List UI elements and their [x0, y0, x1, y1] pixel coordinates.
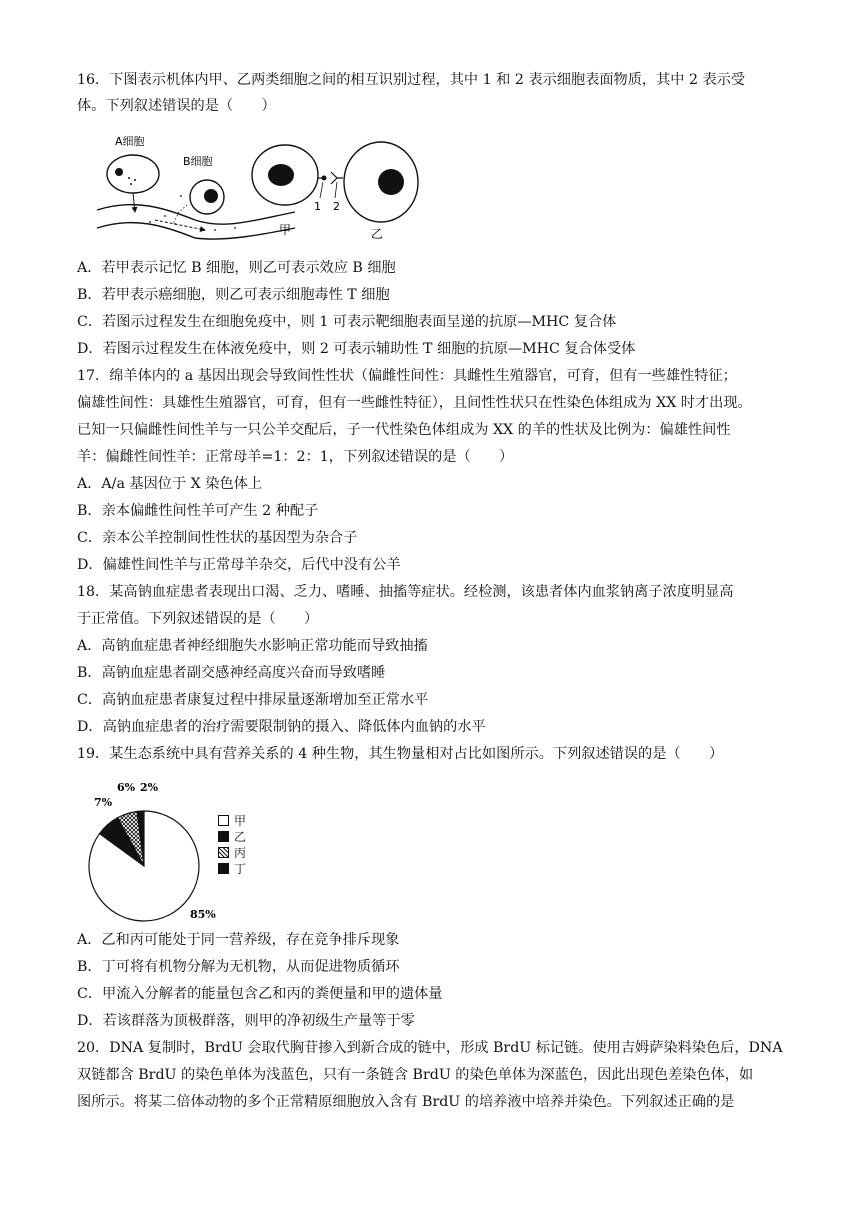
q16-option-c: C．若图示过程发生在细胞免疫中，则 1 可表示靶细胞表面呈递的抗原—MHC 复合体 — [77, 314, 617, 330]
legend-swatch-ding — [218, 863, 229, 874]
a-cell — [107, 155, 159, 193]
legend-label-jia: 甲 — [234, 814, 247, 828]
fig-label-jia: 甲 — [279, 223, 292, 237]
a-cell-nucleus — [115, 168, 123, 176]
cell-yi-nucleus — [378, 169, 404, 195]
fig-label-yi: 乙 — [371, 227, 384, 241]
q17-option-b: B．亲本偏雌性间性羊可产生 2 种配子 — [77, 503, 319, 519]
legend-swatch-jia — [218, 815, 229, 826]
q19-pie-chart — [80, 776, 220, 926]
q19-option-d: D．若该群落为顶极群落，则甲的净初级生产量等于零 — [77, 1013, 415, 1029]
q17-stem-line4: 羊：偏雌性间性羊：正常母羊=1：2：1，下列叙述错误的是（ ） — [77, 449, 514, 465]
q16-option-b: B．若甲表示癌细胞，则乙可表示细胞毒性 T 细胞 — [77, 287, 390, 303]
q16-stem-line2: 体。下列叙述错误的是（ ） — [77, 98, 276, 114]
q16-option-a: A．若甲表示记忆 B 细胞，则乙可表示效应 B 细胞 — [77, 260, 396, 276]
fig-label-b-cell: B细胞 — [183, 155, 213, 168]
blood-vessel-top — [97, 205, 295, 225]
q17-option-c: C．亲本公羊控制间性性状的基因型为杂合子 — [77, 530, 358, 546]
pie-label-ding: 2% — [140, 781, 159, 794]
fig-label-a-cell: A细胞 — [115, 135, 145, 148]
b-cell-nucleus — [204, 189, 218, 203]
legend-item-yi — [218, 829, 246, 845]
legend-label-ding: 丁 — [234, 862, 247, 876]
pie-label-jia: 85% — [190, 908, 216, 921]
q19-stem-line1: 19．某生态系统中具有营养关系的 4 种生物，其生物量相对占比如图所示。下列叙述错误的是（ ） — [77, 746, 724, 762]
legend-item-jia — [218, 813, 246, 829]
q17-stem-line3: 已知一只偏雌性间性羊与一只公羊交配后，子一代性染色体组成为 XX 的羊的性状及比例为：偏雄性间性 — [77, 422, 731, 438]
q17-option-d: D．偏雄性间性羊与正常母羊杂交，后代中没有公羊 — [77, 557, 401, 573]
q20-stem-line2: 双链都含 BrdU 的染色单体为浅蓝色，只有一条链含 BrdU 的染色单体为深蓝色，因此出现色差染色体，如 — [77, 1067, 754, 1083]
legend-label-yi: 乙 — [234, 830, 247, 844]
fig-label-1: 1 — [314, 200, 321, 213]
legend-swatch-yi — [218, 831, 229, 842]
q17-stem-line1: 17．绵羊体内的 a 基因出现会导致间性性状（偏雌性间性：具雌性生殖器官，可育，但有一些雄性特征； — [77, 368, 737, 384]
q18-option-b: B．高钠血症患者副交感神经高度兴奋而导致嗜睡 — [77, 665, 386, 681]
q17-option-a: A．A/a 基因位于 X 染色体上 — [77, 476, 263, 492]
q19-option-c: C．甲流入分解者的能量包含乙和丙的粪便量和甲的遗体量 — [77, 986, 443, 1002]
pie-legend — [218, 813, 246, 877]
q18-stem-line1: 18．某高钠血症患者表现出口渴、乏力、嗜睡、抽搐等症状。经检测，该患者体内血浆钠离子浓度明显高 — [77, 584, 734, 600]
pie-label-bing: 6% — [117, 781, 136, 794]
q16-cell-figure — [95, 130, 425, 242]
legend-item-ding — [218, 861, 246, 877]
q18-option-d: D．高钠血症患者的治疗需要限制钠的摄入、降低体内血钠的水平 — [77, 719, 486, 735]
q18-stem-line2: 于正常值。下列叙述错误的是（ ） — [77, 611, 319, 627]
q20-stem-line1: 20．DNA 复制时，BrdU 会取代胸苷掺入到新合成的链中，形成 BrdU 标记链。使用吉姆萨染料染色后，DNA — [77, 1040, 783, 1056]
q18-option-a: A．高钠血症患者神经细胞失水影响正常功能而导致抽搐 — [77, 638, 428, 654]
legend-item-bing — [218, 845, 246, 861]
q18-option-c: C．高钠血症患者康复过程中排尿量逐渐增加至正常水平 — [77, 692, 429, 708]
legend-swatch-bing — [218, 847, 229, 858]
q19-option-b: B．丁可将有机物分解为无机物，从而促进物质循环 — [77, 959, 400, 975]
pie-label-yi: 7% — [94, 796, 113, 809]
blood-vessel-bottom — [97, 223, 295, 239]
q16-stem-line1: 16．下图表示机体内甲、乙两类细胞之间的相互识别过程，其中 1 和 2 表示细胞表面物质，其中 2 表示受 — [77, 72, 746, 88]
cell-jia-nucleus — [268, 164, 294, 186]
q20-stem-line3: 图所示。将某二倍体动物的多个正常精原细胞放入含有 BrdU 的培养液中培养并染色。下列叙述正确的是 — [77, 1094, 735, 1110]
q16-option-d: D．若图示过程发生在体液免疫中，则 2 可表示辅助性 T 细胞的抗原—MHC 复合体受体 — [77, 341, 636, 357]
fig-label-2: 2 — [333, 200, 340, 213]
q17-stem-line2: 偏雄性间性：具雄性生殖器官，可育，但有一些雌性特征），且间性性状只在性染色体组成为 XX 时才出现。 — [77, 395, 752, 411]
legend-label-bing: 丙 — [234, 846, 247, 860]
q19-option-a: A．乙和丙可能处于同一营养级，存在竞争排斥现象 — [77, 932, 400, 948]
